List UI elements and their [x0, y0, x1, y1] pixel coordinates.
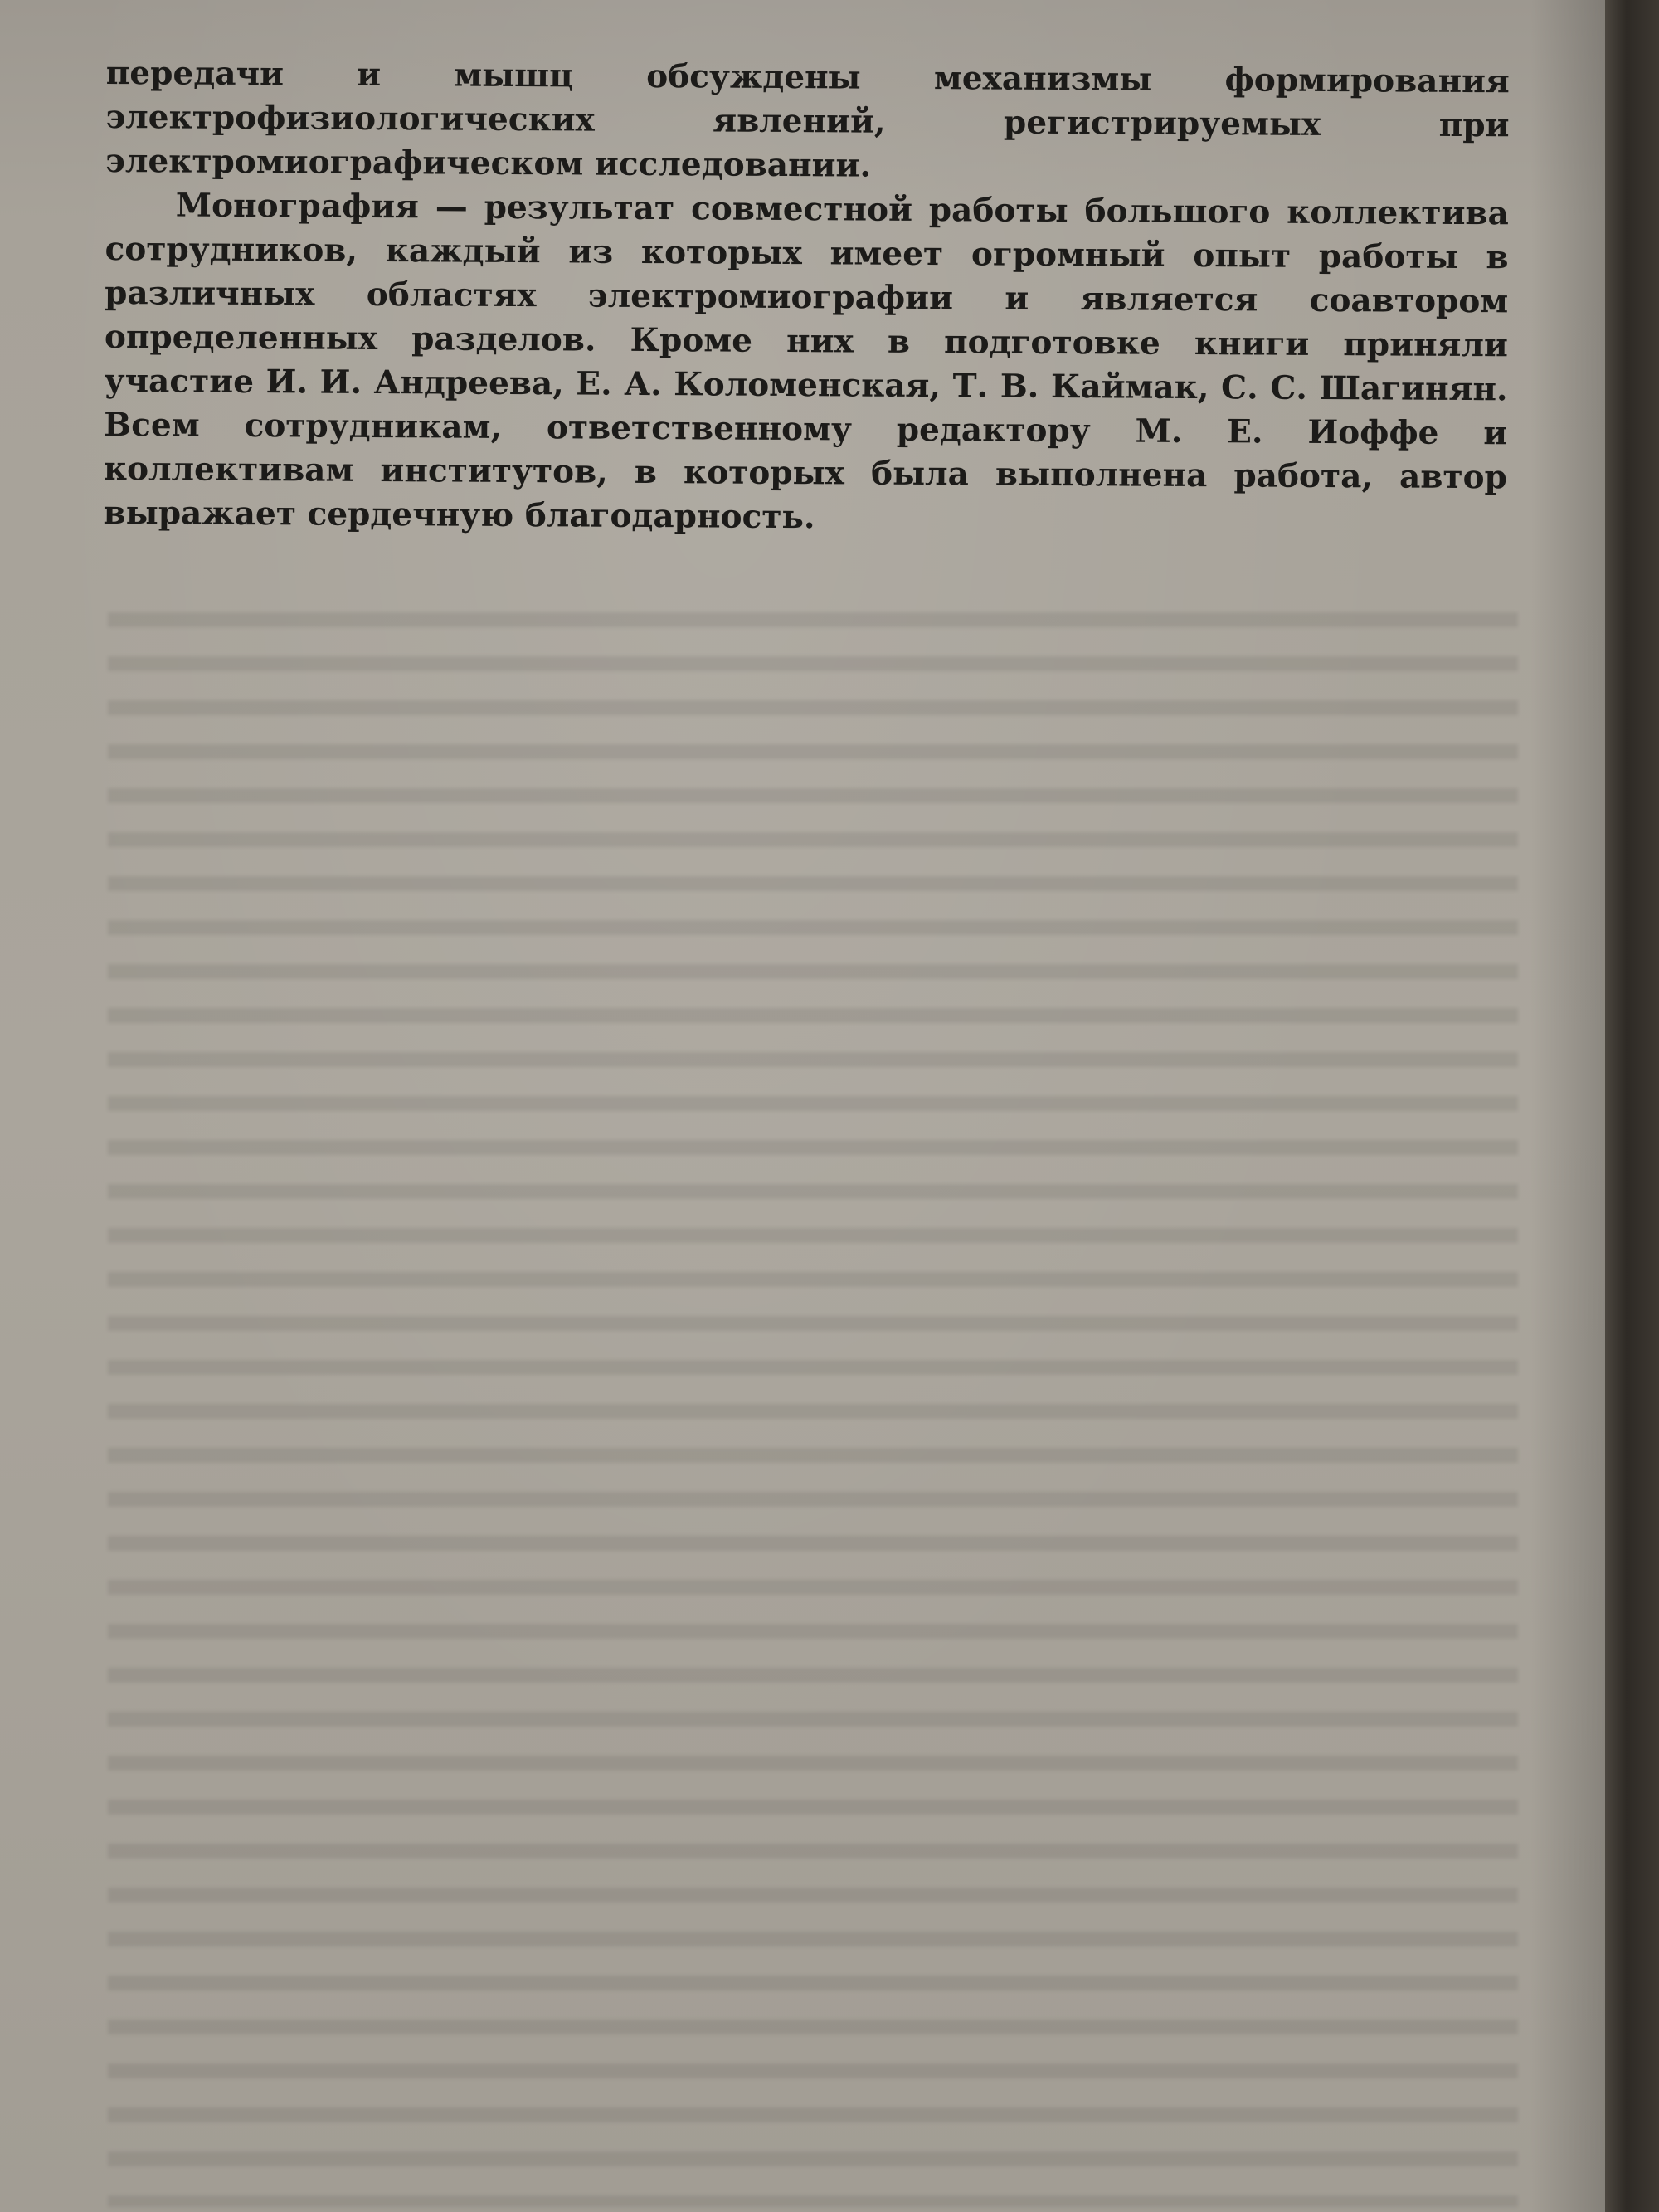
page-edge-shadow [1530, 0, 1605, 2212]
paragraph-1: передачи и мышц обсуждены механизмы формирования электрофизиологических явлений, регистрируемых при электромиографическом исследовании. [105, 53, 1510, 185]
paragraph-2: Монография — результат совместной работы большого коллектива сотрудников, каждый из которых имеет огромный опыт работы в различных областях электромиографии и является соавтором определенных разделов. Кроме них в подготовке книги приняли участие И. И. Андреева, Е. А. Коломенская, Т. В. Каймак, С. С. Шагинян. Всем сотрудникам, ответственному редактору М. Е. Иоффе и коллективам институтов, в которых была выполнена работа, автор выражает сердечную благодарность. [103, 186, 1509, 537]
show-through-text [108, 597, 1518, 2207]
page-text [103, 51, 1510, 543]
book-spine [1605, 0, 1659, 2212]
